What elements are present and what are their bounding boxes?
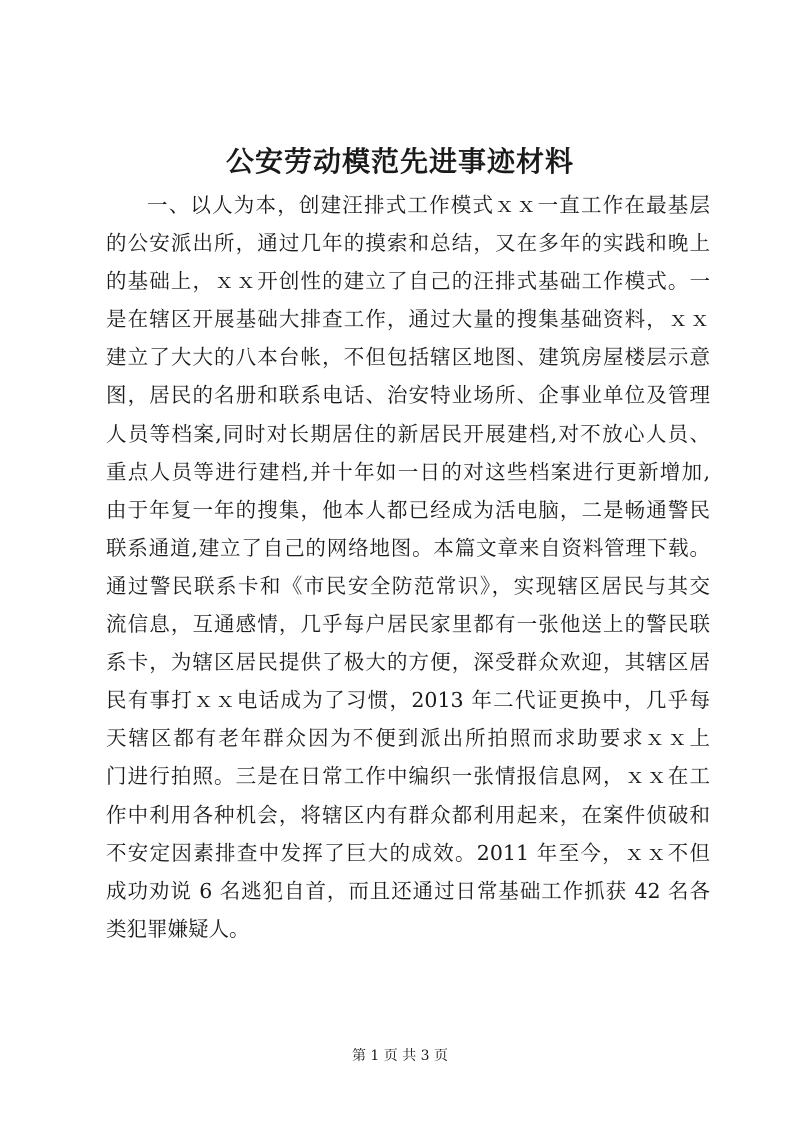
text-line: 成功劝说 6 名逃犯自首，而且还通过日常基础工作抓获 42 名各 xyxy=(106,878,710,903)
text-line: 一、以人为本，创建汪排式工作模式ｘｘ一直工作在最基层 xyxy=(147,193,710,217)
text-line: 不安定因素排查中发挥了巨大的成效。2011 年至今，ｘｘ不但 xyxy=(106,840,710,865)
text-line: 图，居民的名册和联系电话、治安特业场所、企事业单位及管理 xyxy=(106,383,710,408)
document-body xyxy=(106,186,710,948)
text-line: 重点人员等进行建档,并十年如一日的对这些档案进行更新增加, xyxy=(106,459,710,484)
text-line: 建立了大大的八本台帐，不但包括辖区地图、建筑房屋楼层示意 xyxy=(106,345,710,370)
text-line: 通过警民联系卡和《市民安全防范常识》，实现辖区居民与其交 xyxy=(106,573,710,598)
text-line: 是在辖区开展基础大排查工作，通过大量的搜集基础资料，ｘｘ xyxy=(106,307,710,332)
text-line: 人员等档案,同时对长期居住的新居民开展建档,对不放心人员、 xyxy=(106,421,710,446)
text-line: 由于年复一年的搜集，他本人都已经成为活电脑，二是畅通警民 xyxy=(106,497,710,522)
text-line: 的基础上，ｘｘ开创性的建立了自己的汪排式基础工作模式。一 xyxy=(106,269,710,294)
text-line: 天辖区都有老年群众因为不便到派出所拍照而求助要求ｘｘ上 xyxy=(106,726,710,751)
text-line: 流信息，互通感情，几乎每户居民家里都有一张他送上的警民联 xyxy=(106,612,710,637)
page-footer: 第 1 页 共 3 页 xyxy=(351,1048,449,1064)
text-line: 民有事打ｘｘ电话成为了习惯，2013 年二代证更换中，几乎每 xyxy=(106,688,710,713)
document-title: 公安劳动模范先进事迹材料 xyxy=(225,145,574,178)
text-line: 系卡，为辖区居民提供了极大的方便，深受群众欢迎，其辖区居 xyxy=(106,650,710,675)
text-line: 联系通道,建立了自己的网络地图。本篇文章来自资料管理下载。 xyxy=(106,535,710,560)
text-line: 门进行拍照。三是在日常工作中编织一张情报信息网，ｘｘ在工 xyxy=(106,764,710,789)
text-line: 作中利用各种机会，将辖区内有群众都利用起来，在案件侦破和 xyxy=(106,802,710,827)
text-line: 的公安派出所，通过几年的摸索和总结，又在多年的实践和晚上 xyxy=(106,231,710,256)
text-line: 类犯罪嫌疑人。 xyxy=(106,916,250,941)
